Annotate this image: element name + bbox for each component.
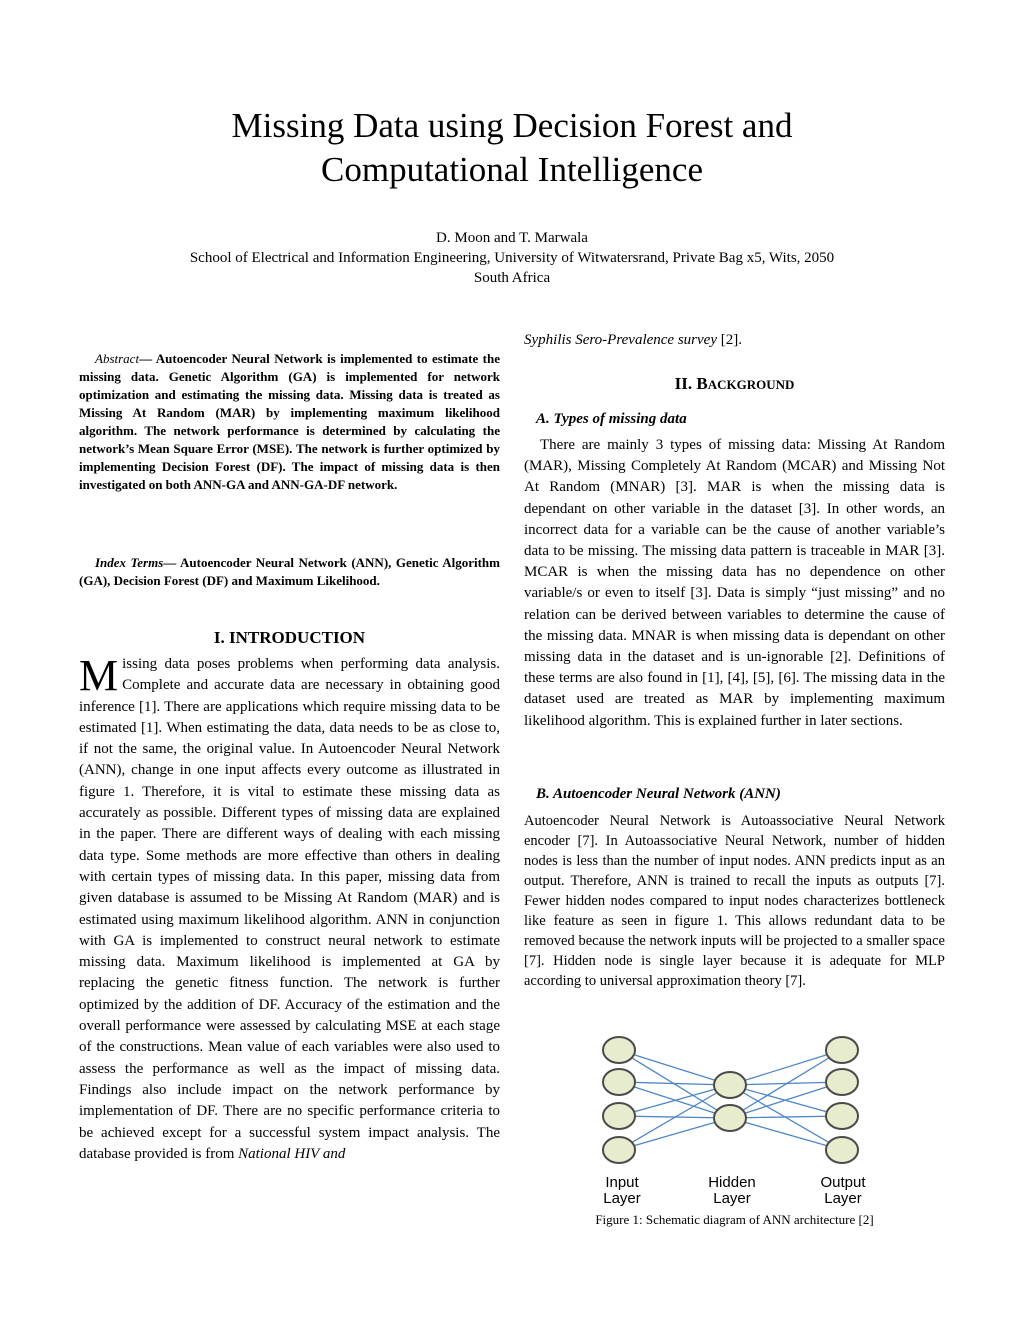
section-a-heading: A. Types of missing data bbox=[536, 411, 687, 427]
output-label-1: Output bbox=[820, 1174, 866, 1191]
section-a-body bbox=[524, 435, 945, 732]
figure-caption: Figure 1: Schematic diagram of ANN architecture [2] bbox=[595, 1212, 874, 1227]
hidden-label-2: Layer bbox=[713, 1190, 751, 1207]
index-terms-label: Index Terms bbox=[95, 555, 164, 570]
abstract-dash: — bbox=[139, 351, 156, 366]
section-b-heading: B. Autoencoder Neural Network (ANN) bbox=[536, 786, 781, 802]
hidden-node-1 bbox=[714, 1072, 746, 1098]
author-country: South Africa bbox=[473, 270, 551, 286]
author-block bbox=[0, 228, 1024, 288]
title-line-1: Missing Data using Decision Forest and bbox=[231, 106, 793, 145]
background-rest: ACKGROUND bbox=[707, 377, 795, 392]
section-a-text: There are mainly 3 types of missing data: Missing At Random (MAR), Missing Completely At Random (MCAR) and Missing Not At Random (MNAR) [3]. MAR is when the missing data is dependant on other variable in the dataset [3]. In other words, an incorrect data for a variable can be the cause of another variable’s data to be missing. The missing data pattern is traceable in MAR [3]. MCAR is when the missing data has no dependence on other variable/s or even to itself [3]. Data is simply “just missing” and no relation can be derived between variables to determine the cause of the missing data. MNAR is when missing data is dependant on other missing data in the dataset and is un-ignorable [2]. Definitions of these terms are also found in [1], [4], [5], [6]. The missing data in the dataset used are treated as MAR by implementing maximum likelihood algorithm. This is explained further in later sections. bbox=[524, 437, 945, 729]
edge-input-4-hidden-2 bbox=[619, 1118, 730, 1150]
continuation-rest: [2]. bbox=[716, 332, 742, 348]
output-node-3 bbox=[826, 1103, 858, 1129]
intro-source: National HIV and bbox=[238, 1145, 346, 1162]
ann-diagram bbox=[580, 1030, 880, 1210]
input-label-2: Layer bbox=[603, 1190, 641, 1207]
background-number: II. bbox=[674, 374, 697, 393]
edge-hidden-2-output-2 bbox=[730, 1082, 842, 1118]
abstract-text: Autoencoder Neural Network is implemented to estimate the missing data. Genetic Algorithm (GA) is implemented for network optimization and estimating the missing data. Missing data is treated as Missing At Random (MAR) by implementing maximum likelihood algorithm. The network performance is determined by calculating the network’s Mean Square Error (MSE). The network is further optimized by implementing Decision Forest (DF). The impact of missing data is then investigated on both ANN-GA and ANN-GA-DF network. bbox=[79, 351, 500, 492]
section-b-text: Autoencoder Neural Network is Autoassociative Neural Network encoder [7]. In Autoassociative Neural Network, number of hidden nodes is less than the number of input nodes. ANN predicts input as an output. Therefore, ANN is trained to recall the inputs as outputs [7]. Fewer hidden nodes compared to input nodes characterizes bottleneck like feature as seen in figure 1. This allows redundant data to be removed because the network inputs will be projected to a smaller space [7]. Hidden node is single layer because it is adequate for MLP according to universal approximation theory [7]. bbox=[524, 813, 945, 989]
continuation-italic: Syphilis Sero-Prevalence survey bbox=[524, 332, 717, 348]
edge-input-3-hidden-1 bbox=[619, 1085, 730, 1116]
hidden-node-2 bbox=[714, 1105, 746, 1131]
intro-body bbox=[79, 651, 500, 1165]
continuation-line bbox=[524, 330, 945, 350]
background-heading bbox=[524, 374, 945, 394]
input-node-1 bbox=[603, 1037, 635, 1063]
hidden-label-1: Hidden bbox=[708, 1174, 756, 1191]
title-line-2: Computational Intelligence bbox=[321, 150, 703, 189]
abstract bbox=[79, 350, 500, 494]
input-node-2 bbox=[603, 1069, 635, 1095]
input-node-4 bbox=[603, 1137, 635, 1163]
output-node-4 bbox=[826, 1137, 858, 1163]
output-node-2 bbox=[826, 1069, 858, 1095]
author-affiliation: School of Electrical and Information Engineering, University of Witwatersrand, Private Bag x5, Wits, 2050 bbox=[189, 250, 835, 266]
background-first-letter: B bbox=[696, 374, 708, 393]
intro-text: issing data poses problems when performing data analysis. Complete and accurate data are necessary in obtaining good inference [1]. There are applications which require missing data to be estimated [1]. When estimating the data, data needs to be as close to, if not the same, the original value. In Autoencoder Neural Network (ANN), change in one input affects every outcome as illustrated in figure 1. Therefore, it is vital to estimate these missing data as accurately as possible. Different types of missing data are explained in the paper. There are different ways of dealing with each missing data type. Some methods are more effective than others in dealing with certain types of missing data. In this paper, missing data from given database is assumed to be Missing At Random (MAR) and is estimated using maximum likelihood algorithm. ANN in conjunction with GA is implemented to construct neural network to estimate missing data. Maximum likelihood is implemented at GA by replacing the genetic fitness function. The network is further optimized by the addition of DF. Accuracy of the estimation and the overall performance were assessed by calculating MSE at each stage of the constructions. Mean value of each variables were also used to assess the performance as well as the impact of missing data. Findings also include impact on the network performance by implementation of DF. There are no specific performance criteria to be achieved except for a successful system impact analysis. The database provided is from bbox=[79, 656, 500, 1162]
abstract-label: Abstract bbox=[95, 351, 140, 366]
paper-title bbox=[0, 104, 1024, 192]
edge-hidden-2-output-4 bbox=[730, 1118, 842, 1150]
author-names: D. Moon and T. Marwala bbox=[436, 230, 588, 246]
index-terms-dash: — bbox=[163, 555, 181, 570]
output-label-2: Layer bbox=[824, 1190, 862, 1207]
input-label-1: Input bbox=[605, 1174, 639, 1191]
intro-dropcap: M bbox=[79, 651, 119, 700]
section-b-body bbox=[524, 811, 945, 991]
index-terms bbox=[79, 554, 500, 590]
intro-heading: I. INTRODUCTION bbox=[213, 628, 366, 647]
output-node-1 bbox=[826, 1037, 858, 1063]
input-node-3 bbox=[603, 1103, 635, 1129]
index-terms-text: Autoencoder Neural Network (ANN), Genetic Algorithm (GA), Decision Forest (DF) and Maximum Likelihood. bbox=[79, 555, 500, 588]
